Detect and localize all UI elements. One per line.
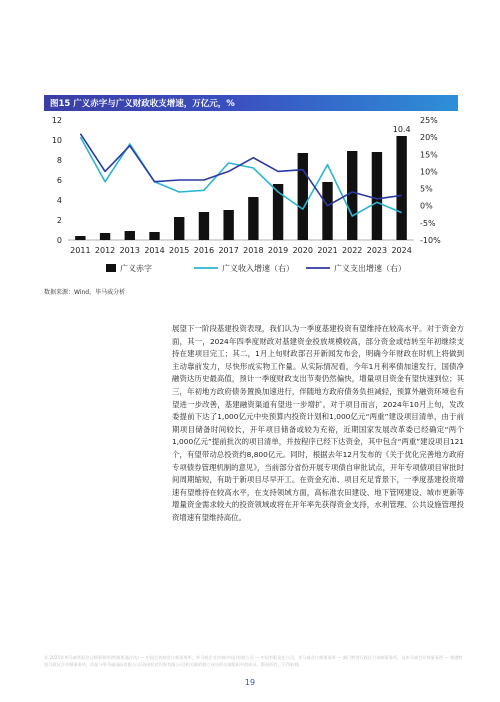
deficit-bar	[396, 136, 406, 240]
figure-title-bar	[44, 95, 458, 111]
x-tick-label: 2013	[119, 246, 140, 255]
deficit-bar	[322, 182, 332, 240]
deficit-bar	[149, 232, 159, 240]
legend-deficit-swatch	[106, 264, 116, 272]
y-right-tick-label: -5%	[420, 218, 436, 228]
x-tick-label: 2012	[94, 246, 116, 255]
deficit-bar	[125, 231, 135, 240]
deficit-bar	[347, 151, 357, 240]
x-tick-label: 2014	[144, 246, 165, 255]
y-right-tick-label: 15%	[420, 150, 438, 160]
deficit-bar	[248, 197, 258, 240]
x-tick-label: 2017	[218, 246, 239, 255]
deficit-bar	[174, 217, 184, 240]
figure-title: 图15 广义赤字与广义财政收支增速，万亿元，%	[50, 99, 235, 109]
y-right-tick-label: 5%	[420, 184, 433, 194]
page-number: 19	[244, 678, 256, 687]
x-tick-label: 2018	[243, 246, 264, 255]
deficit-bar	[298, 153, 308, 240]
chart-legend	[106, 263, 406, 273]
deficit-growth-chart	[44, 112, 464, 284]
legend-deficit-label: 广义赤字	[120, 264, 152, 273]
x-tick-label: 2019	[267, 246, 289, 255]
x-tick-label: 2022	[342, 246, 363, 255]
y-left-tick-label: 6	[56, 176, 62, 185]
y-left-tick-label: 10	[51, 136, 62, 145]
y-left-tick-label: 0	[56, 236, 62, 245]
y-left-tick-label: 2	[56, 216, 62, 225]
x-tick-label: 2015	[169, 246, 190, 255]
deficit-bar	[199, 212, 209, 240]
body-paragraph	[172, 323, 464, 525]
deficit-bar	[223, 210, 233, 240]
y-right-tick-label: 25%	[420, 116, 438, 125]
x-tick-label: 2021	[317, 246, 338, 255]
bar-value-label: 10.4	[392, 125, 411, 134]
y-right-tick-label: -10%	[420, 236, 441, 245]
legend-expenditure-growth-label: 广义支出增速（右）	[334, 264, 406, 273]
deficit-bars	[75, 125, 410, 240]
copyright-footer: © 2025年毕马威华振会计师事务所(特殊普通合伙) — 中国合伙制会计师事务所，毕马威企业咨询(中国)有限公司 — 中国有限责任公司，毕马威会计师事务所 — 澳门特别行政区合伙制事务所，及毕马威会计师事务所 — 香港特别行政区合伙制事务所，均是与毕马威国际有限公司(英国私营担保有限公司)相关联的独立成员所全球组织中的成员。版权所有，不得转载。	[44, 655, 463, 667]
deficit-bar	[100, 233, 110, 240]
y-right-tick-label: 20%	[420, 133, 438, 143]
y-right-tick-label: 0%	[420, 201, 433, 211]
y-left-tick-label: 4	[56, 196, 62, 205]
y-left-tick-label: 8	[56, 156, 62, 165]
x-tick-label: 2016	[193, 246, 215, 255]
deficit-bar	[372, 152, 382, 240]
x-tick-label: 2011	[70, 246, 91, 255]
y-left-tick-label: 12	[51, 116, 62, 125]
x-tick-label: 2023	[366, 246, 388, 255]
y-right-tick-label: 10%	[420, 167, 438, 177]
deficit-bar	[75, 236, 85, 240]
figure-source: 数据来源：Wind，毕马威分析	[44, 289, 126, 296]
x-tick-label: 2024	[391, 246, 412, 255]
legend-revenue-growth-label: 广义收入增速（右）	[222, 264, 294, 273]
x-tick-label: 2020	[292, 246, 313, 255]
paragraph-text: 展望下一阶段基建投资表现，我们认为一季度基建投资有望维持在较高水平。对于资金方面，其一，2024年四季度财政对基建资金投放规模较高，部分资金或结转至年初继续支持在建项目完工；其二，1月上旬财政部召开新闻发布会，明确今年财政在时机上将做到主动靠前发力，尽快形成实物工作量。从实际情况看，今年1月利率债加速发行，国债净融资达历史最高值，预计一季度财政支出节奏仍然偏快，增量项目资金有望快速到位；其三，年初地方政府债务置换加速进行，伴随地方政府债务负担减轻，预算外融资环境也有望进一步改善，基建融资渠道有望进一步增扩。对于项目而言，2024年10月上旬，发改委提前下达了1,000亿元中央预算内投资计划和1,000亿元“两重”建设项目清单，由于前期项目储备时间较长，开年项目储备或较为充裕，近期国家发展改革委已经确定“两个1,000亿元”提前批次的项目清单，并按程序已经下达资金，其中包含“两重”建设项目121个，有望带动总投资约8,800亿元。同时，根据去年12月发布的《关于优化完善地方政府专项债券管理机制的意见》，当前部分省份开展专项债自审批试点，开年专项债项目审批时间周期缩短，有助于新项目尽早开工。在资金充沛、项目充足背景下，一季度基建投资增速有望维持在较高水平，在支持领域方面，高标准农田建设、地下管网建设、城市更新等增量资金需求较大的投资领域或将在开年率先获得资金支持，水利管理、公共设施管理投资增速有望维持高位。	[172, 324, 464, 522]
